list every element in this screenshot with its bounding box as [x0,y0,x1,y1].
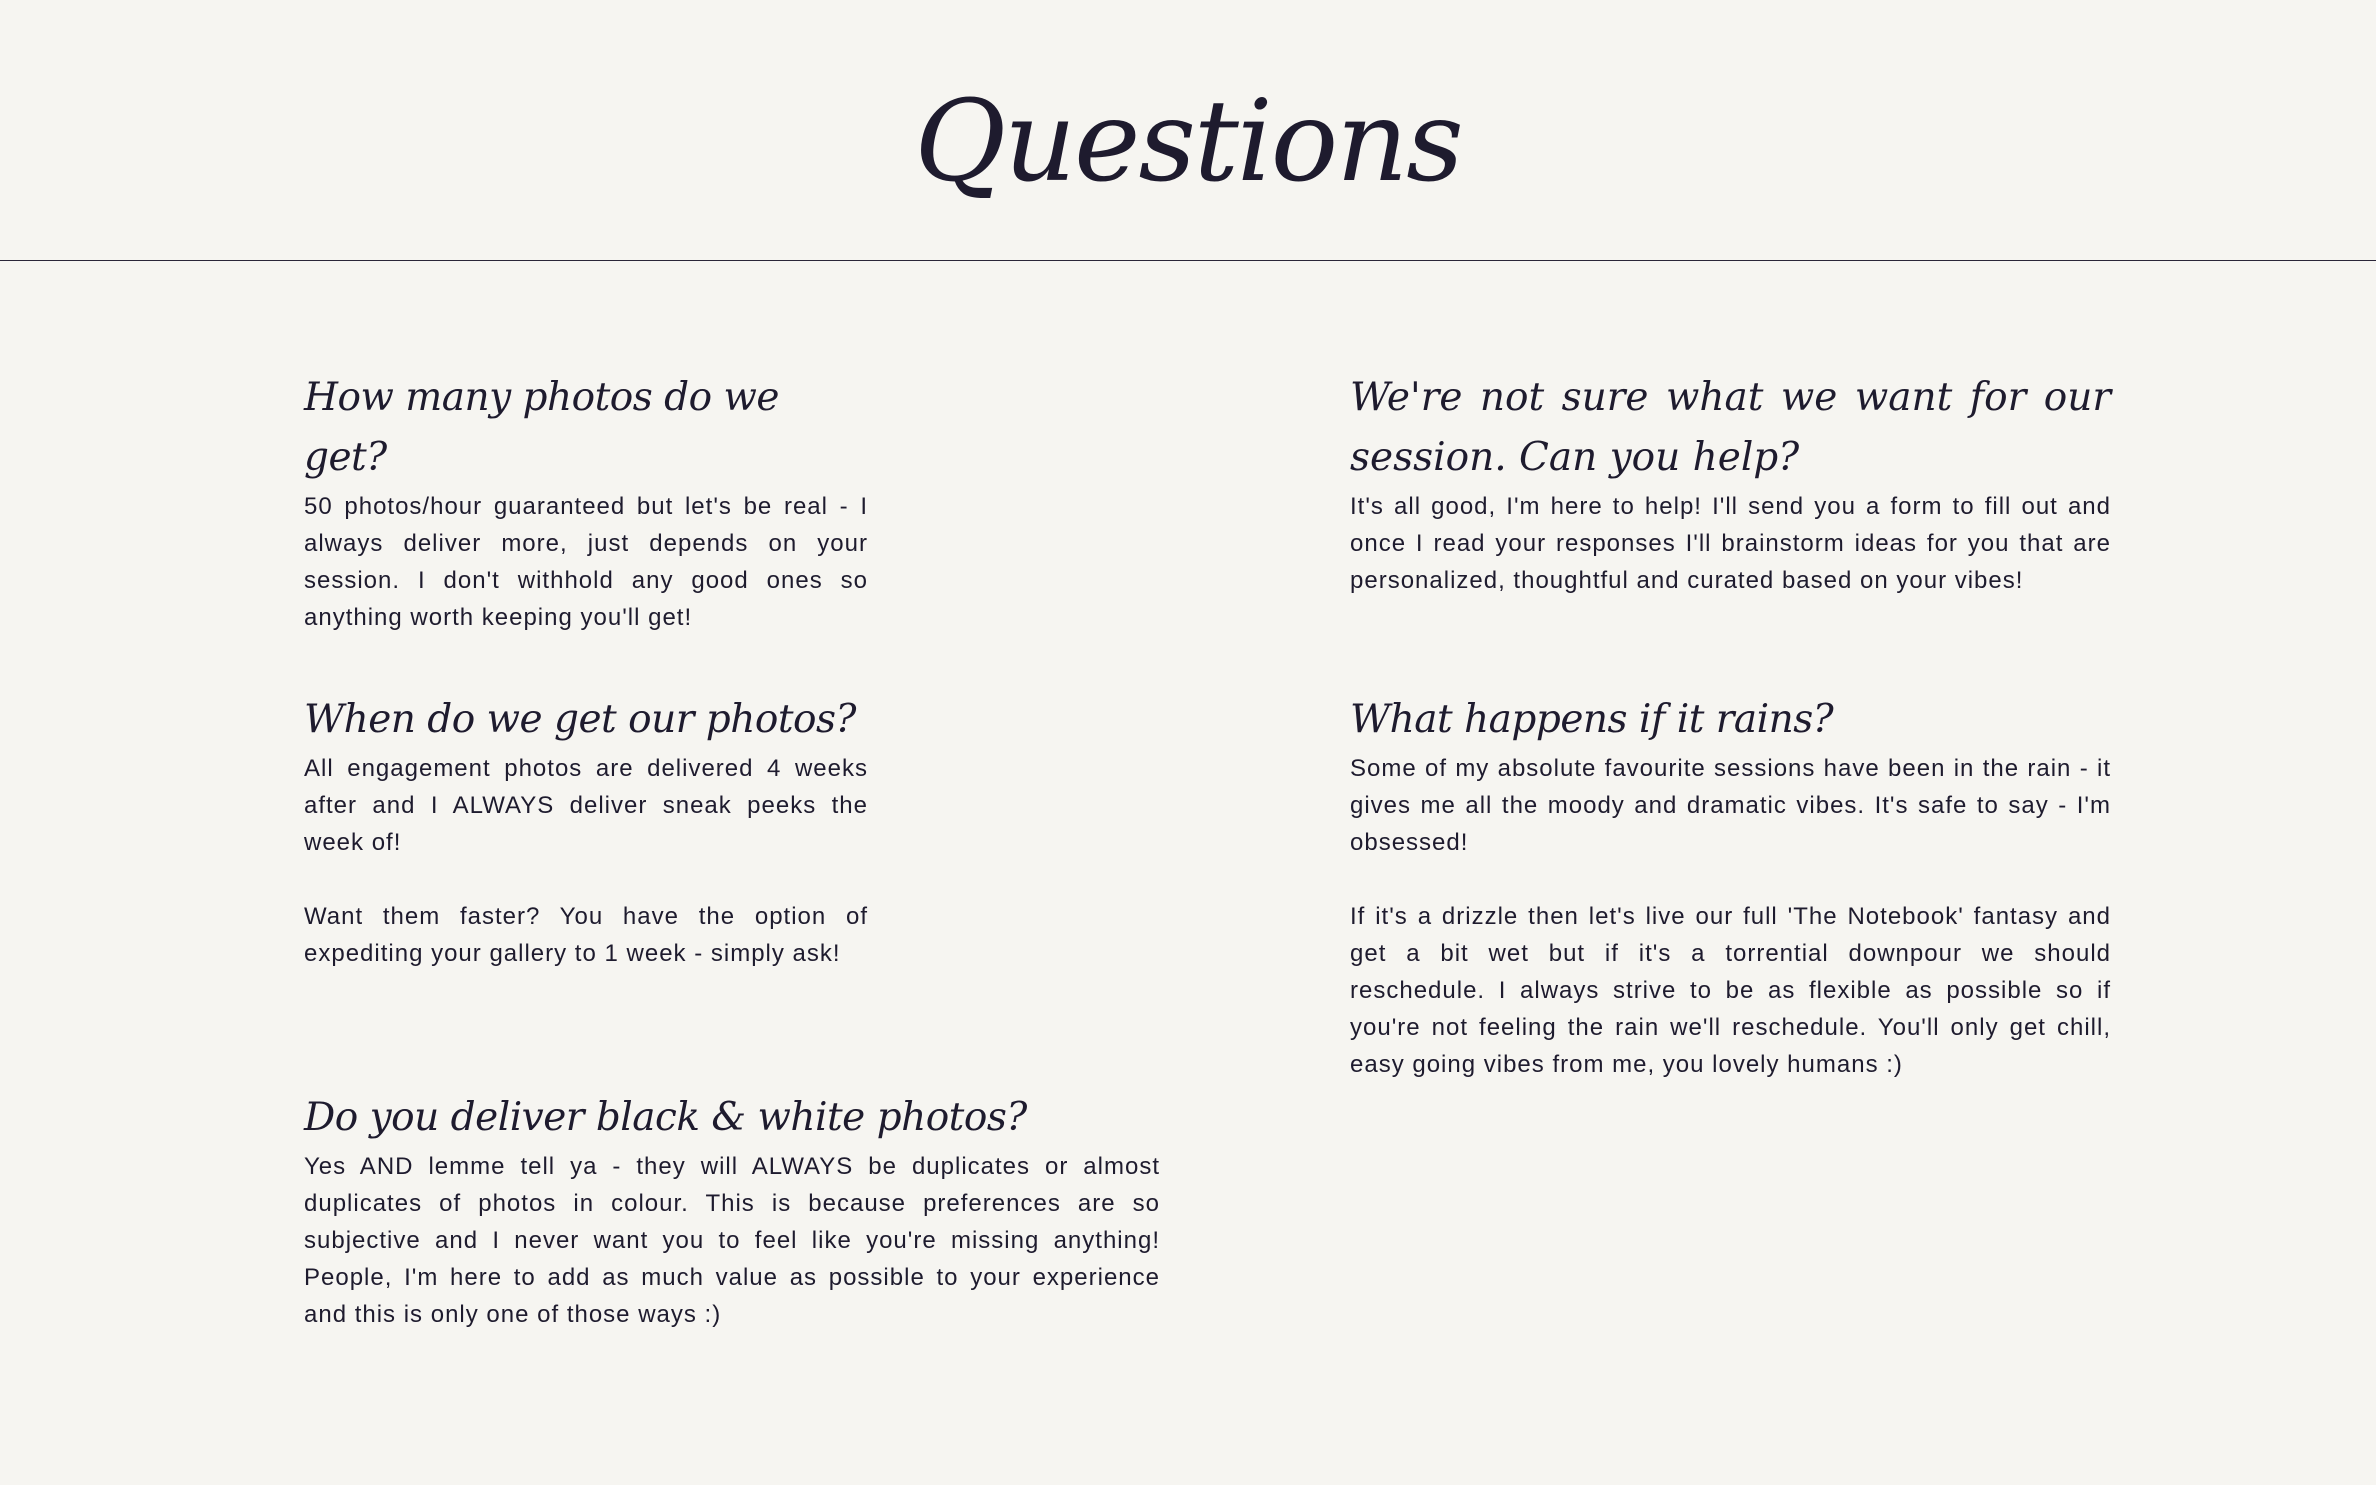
header-divider [0,260,2376,261]
faq-question: We're not sure what we want for our session. Can you help? [1350,375,2111,480]
faq-item-session-help [1350,368,2111,599]
faq-question: What happens if it rains? [1350,697,1834,742]
faq-answer: It's all good, I'm here to help! I'll send you a form to fill out and once I read your responses I'll brainstorm ideas for you that are personalized, thoughtful and curated based on your vibes! [1350,493,2111,594]
page-title: Questions [914,77,1462,207]
faq-item-delivery-time [304,690,868,972]
faq-question: How many photos do we get? [304,375,779,480]
faq-question: When do we get our photos? [304,697,856,742]
faq-answer: If it's a drizzle then let's live our full 'The Notebook' fantasy and get a bit wet but if it's a torrential downpour we should reschedule. I always strive to be as flexible as possible so if you're not feeling the rain we'll reschedule. You'll only get chill, easy going vibes from me, you lovely humans :) [1350,903,2111,1078]
faq-question: Do you deliver black & white photos? [304,1095,1027,1140]
faq-item-black-white [304,1088,1160,1333]
faq-answer: 50 photos/hour guaranteed but let's be real - I always deliver more, just depends on your session. I don't withhold any good ones so anything worth keeping you'll get! [304,493,868,631]
faq-answer: Yes AND lemme tell ya - they will ALWAYS be duplicates or almost duplicates of photos in colour. This is because preferences are so subjective and I never want you to feel like you're missing anything! People, I'm here to add as much value as possible to your experience and this is only one of those ways :) [304,1153,1160,1328]
faq-answer: Some of my absolute favourite sessions have been in the rain - it gives me all the moody and dramatic vibes. It's safe to say - I'm obsessed! [1350,755,2111,856]
faq-answer: All engagement photos are delivered 4 weeks after and I ALWAYS deliver sneak peeks the week of! [304,755,868,856]
faq-item-rain [1350,690,2111,1083]
faq-answer: Want them faster? You have the option of expediting your gallery to 1 week - simply ask! [304,903,868,967]
faq-item-photo-count [304,368,868,636]
